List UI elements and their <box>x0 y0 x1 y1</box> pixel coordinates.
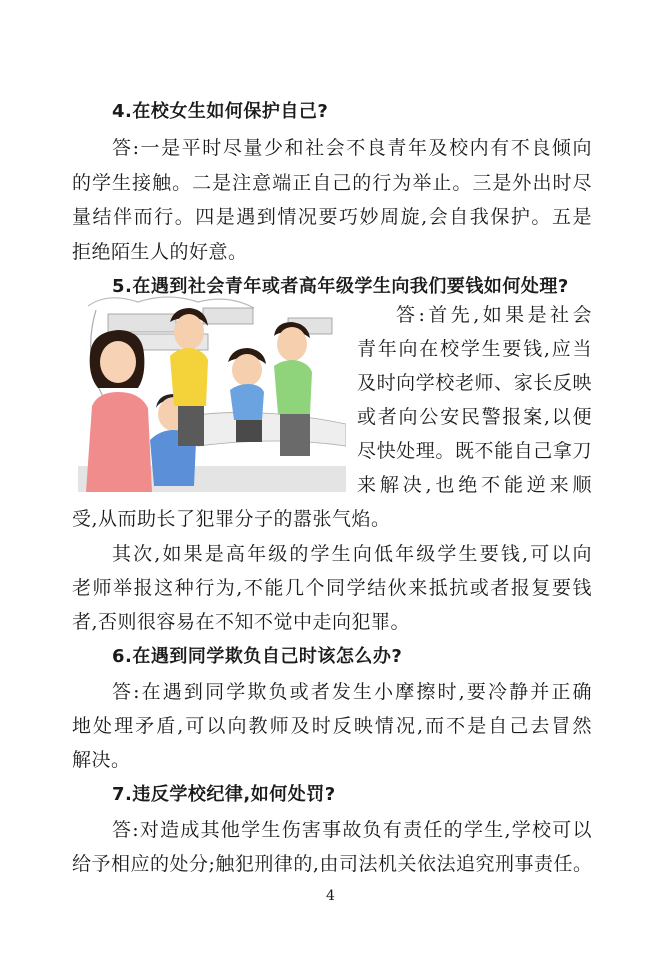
answer-5-wrap-line-2: 青年向在校学生要钱,应当 <box>357 338 592 360</box>
answer-4-line-2: 的学生接触。二是注意端正自己的行为举止。三是外出时尽 <box>72 172 592 194</box>
answer-6-line-1: 答:在遇到同学欺负或者发生小摩擦时,要冷静并正确 <box>112 681 592 703</box>
answer-4-line-3: 量结伴而行。四是遇到情况要巧妙周旋,会自我保护。五是 <box>72 206 592 228</box>
answer-4-line-4: 拒绝陌生人的好意。 <box>72 241 248 263</box>
answer-4-line-1: 答:一是平时尽量少和社会不良青年及校内有不良倾向 <box>112 137 592 159</box>
answer-5-wrap-line-3: 及时向学校老师、家长反映 <box>357 372 592 394</box>
answer-5-wrap-line-1: 答:首先,如果是社会 <box>396 304 592 326</box>
answer-6-line-3: 解决。 <box>72 749 131 771</box>
answer-5-line-1: 受,从而助长了犯罪分子的嚣张气焰。 <box>72 508 391 530</box>
answer-5-wrap-line-5: 尽快处理。既不能自己拿刀 <box>357 440 592 462</box>
answer-7-line-1: 答:对造成其他学生伤害事故负有责任的学生,学校可以 <box>112 819 592 841</box>
answer-7-line-2: 给予相应的处分;触犯刑律的,由司法机关依法追究刑事责任。 <box>72 853 593 875</box>
answer-5-line-3: 老师举报这种行为,不能几个同学结伙来抵抗或者报复要钱 <box>72 577 592 599</box>
children-extortion-illustration-icon <box>78 296 346 492</box>
answer-5-wrap-line-6: 来解决,也绝不能逆来顺 <box>357 474 592 496</box>
question-6-title: 6.在遇到同学欺负自己时该怎么办? <box>112 646 403 667</box>
question-4-title: 4.在校女生如何保护自己? <box>112 101 329 122</box>
question-7-title: 7.违反学校纪律,如何处罚? <box>112 784 336 805</box>
answer-5-line-2: 其次,如果是高年级的学生向低年级学生要钱,可以向 <box>112 543 592 565</box>
answer-5-line-4: 者,否则很容易在不知不觉中走向犯罪。 <box>72 611 411 633</box>
question-5-title: 5.在遇到社会青年或者高年级学生向我们要钱如何处理? <box>112 276 569 297</box>
answer-6-line-2: 地处理矛盾,可以向教师及时反映情况,而不是自己去冒然 <box>72 715 592 737</box>
page-number: 4 <box>326 888 335 904</box>
answer-5-wrap-line-4: 或者向公安民警报案,以便 <box>357 406 592 428</box>
